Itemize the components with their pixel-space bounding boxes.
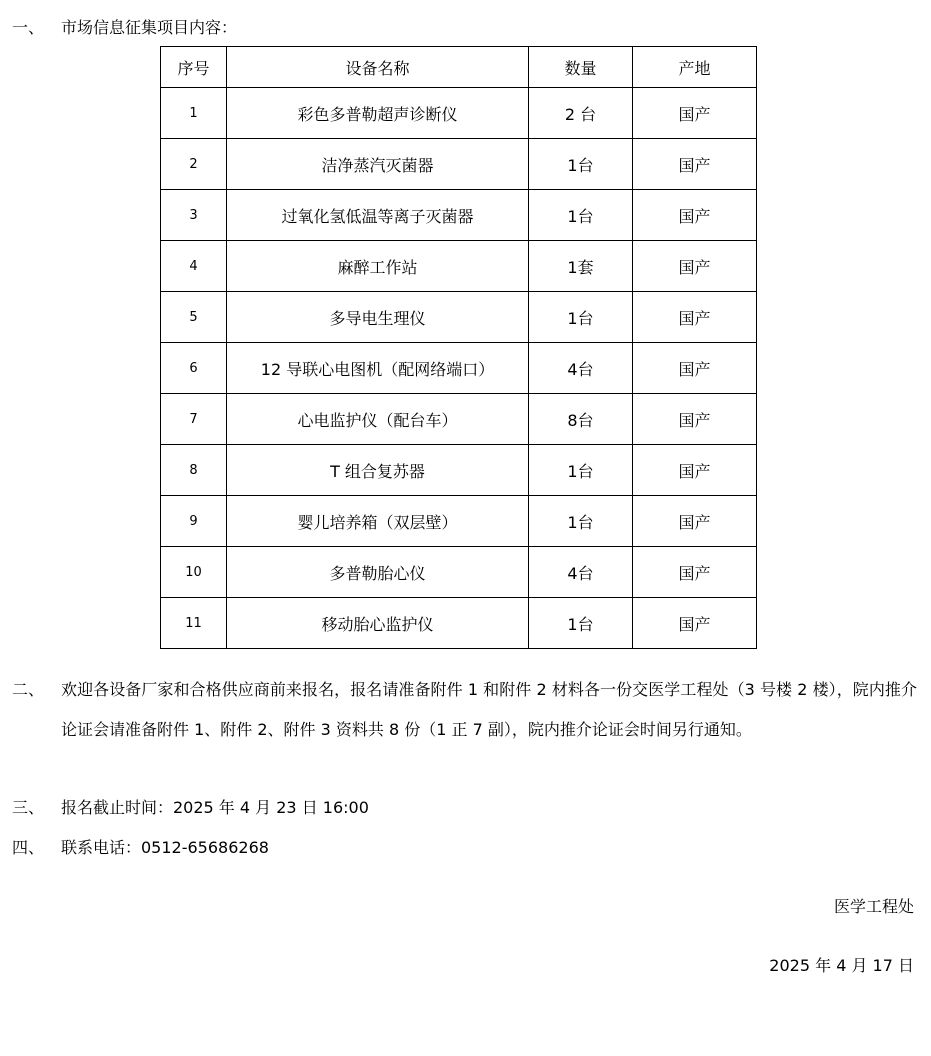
row-no: 11 [161, 598, 227, 649]
row-no: 1 [161, 88, 227, 139]
row-qty: 4台 [529, 547, 633, 598]
registration-deadline: 报名截止时间：2025 年 4 月 23 日 16:00 [61, 798, 369, 817]
row-name: 多普勒胎心仪 [227, 547, 529, 598]
row-name: 心电监护仪（配台车） [227, 394, 529, 445]
row-name: 移动胎心监护仪 [227, 598, 529, 649]
section-3-number: 三、 [12, 798, 45, 817]
row-qty: 1套 [529, 241, 633, 292]
table-row [161, 598, 757, 649]
header-qty: 数量 [529, 47, 633, 88]
row-name: 多导电生理仪 [227, 292, 529, 343]
row-qty: 1台 [529, 292, 633, 343]
table-row [161, 394, 757, 445]
row-qty: 1台 [529, 496, 633, 547]
row-no: 9 [161, 496, 227, 547]
row-origin: 国产 [633, 496, 757, 547]
footer-date: 2025 年 4 月 17 日 [769, 956, 914, 975]
row-qty: 4台 [529, 343, 633, 394]
section-2-paragraph: 欢迎各设备厂家和合格供应商前来报名，报名请准备附件 1 和附件 2 材料各一份交医学工程处（3 号楼 2 楼），院内推介论证会请准备附件 1、附件 2、附件 3 资料共 8 份（1 正 7 副），院内推介论证会时间另行通知。 [61, 680, 917, 739]
equipment-table [160, 46, 757, 649]
row-origin: 国产 [633, 343, 757, 394]
row-no: 5 [161, 292, 227, 343]
row-origin: 国产 [633, 598, 757, 649]
row-name: 彩色多普勒超声诊断仪 [227, 88, 529, 139]
row-no: 3 [161, 190, 227, 241]
row-qty: 1台 [529, 139, 633, 190]
header-no: 序号 [161, 47, 227, 88]
row-qty: 2 台 [529, 88, 633, 139]
table-row [161, 88, 757, 139]
row-qty: 1台 [529, 190, 633, 241]
row-no: 4 [161, 241, 227, 292]
row-qty: 8台 [529, 394, 633, 445]
row-no: 7 [161, 394, 227, 445]
row-no: 8 [161, 445, 227, 496]
row-origin: 国产 [633, 445, 757, 496]
table-row [161, 292, 757, 343]
row-origin: 国产 [633, 88, 757, 139]
row-origin: 国产 [633, 190, 757, 241]
table-row [161, 190, 757, 241]
row-no: 10 [161, 547, 227, 598]
row-name: 洁净蒸汽灭菌器 [227, 139, 529, 190]
row-origin: 国产 [633, 547, 757, 598]
row-origin: 国产 [633, 394, 757, 445]
row-name: 12 导联心电图机（配网络端口） [227, 343, 529, 394]
table-row [161, 496, 757, 547]
section-2-number: 二、 [12, 680, 45, 699]
footer-department: 医学工程处 [833, 897, 914, 916]
row-qty: 1台 [529, 445, 633, 496]
row-name: T 组合复苏器 [227, 445, 529, 496]
row-no: 6 [161, 343, 227, 394]
contact-phone: 联系电话：0512-65686268 [61, 838, 269, 857]
section-1-number: 一、 [12, 18, 45, 37]
table-row [161, 241, 757, 292]
section-1-title: 市场信息征集项目内容： [61, 18, 238, 37]
row-name: 婴儿培养箱（双层壁） [227, 496, 529, 547]
row-origin: 国产 [633, 292, 757, 343]
table-row [161, 139, 757, 190]
row-no: 2 [161, 139, 227, 190]
table-row [161, 547, 757, 598]
row-origin: 国产 [633, 241, 757, 292]
row-name: 麻醉工作站 [227, 241, 529, 292]
row-qty: 1台 [529, 598, 633, 649]
table-row [161, 445, 757, 496]
table-header-row [161, 47, 757, 88]
header-origin: 产地 [633, 47, 757, 88]
row-name: 过氧化氢低温等离子灭菌器 [227, 190, 529, 241]
section-4-number: 四、 [12, 838, 45, 857]
header-name: 设备名称 [227, 47, 529, 88]
table-row [161, 343, 757, 394]
row-origin: 国产 [633, 139, 757, 190]
